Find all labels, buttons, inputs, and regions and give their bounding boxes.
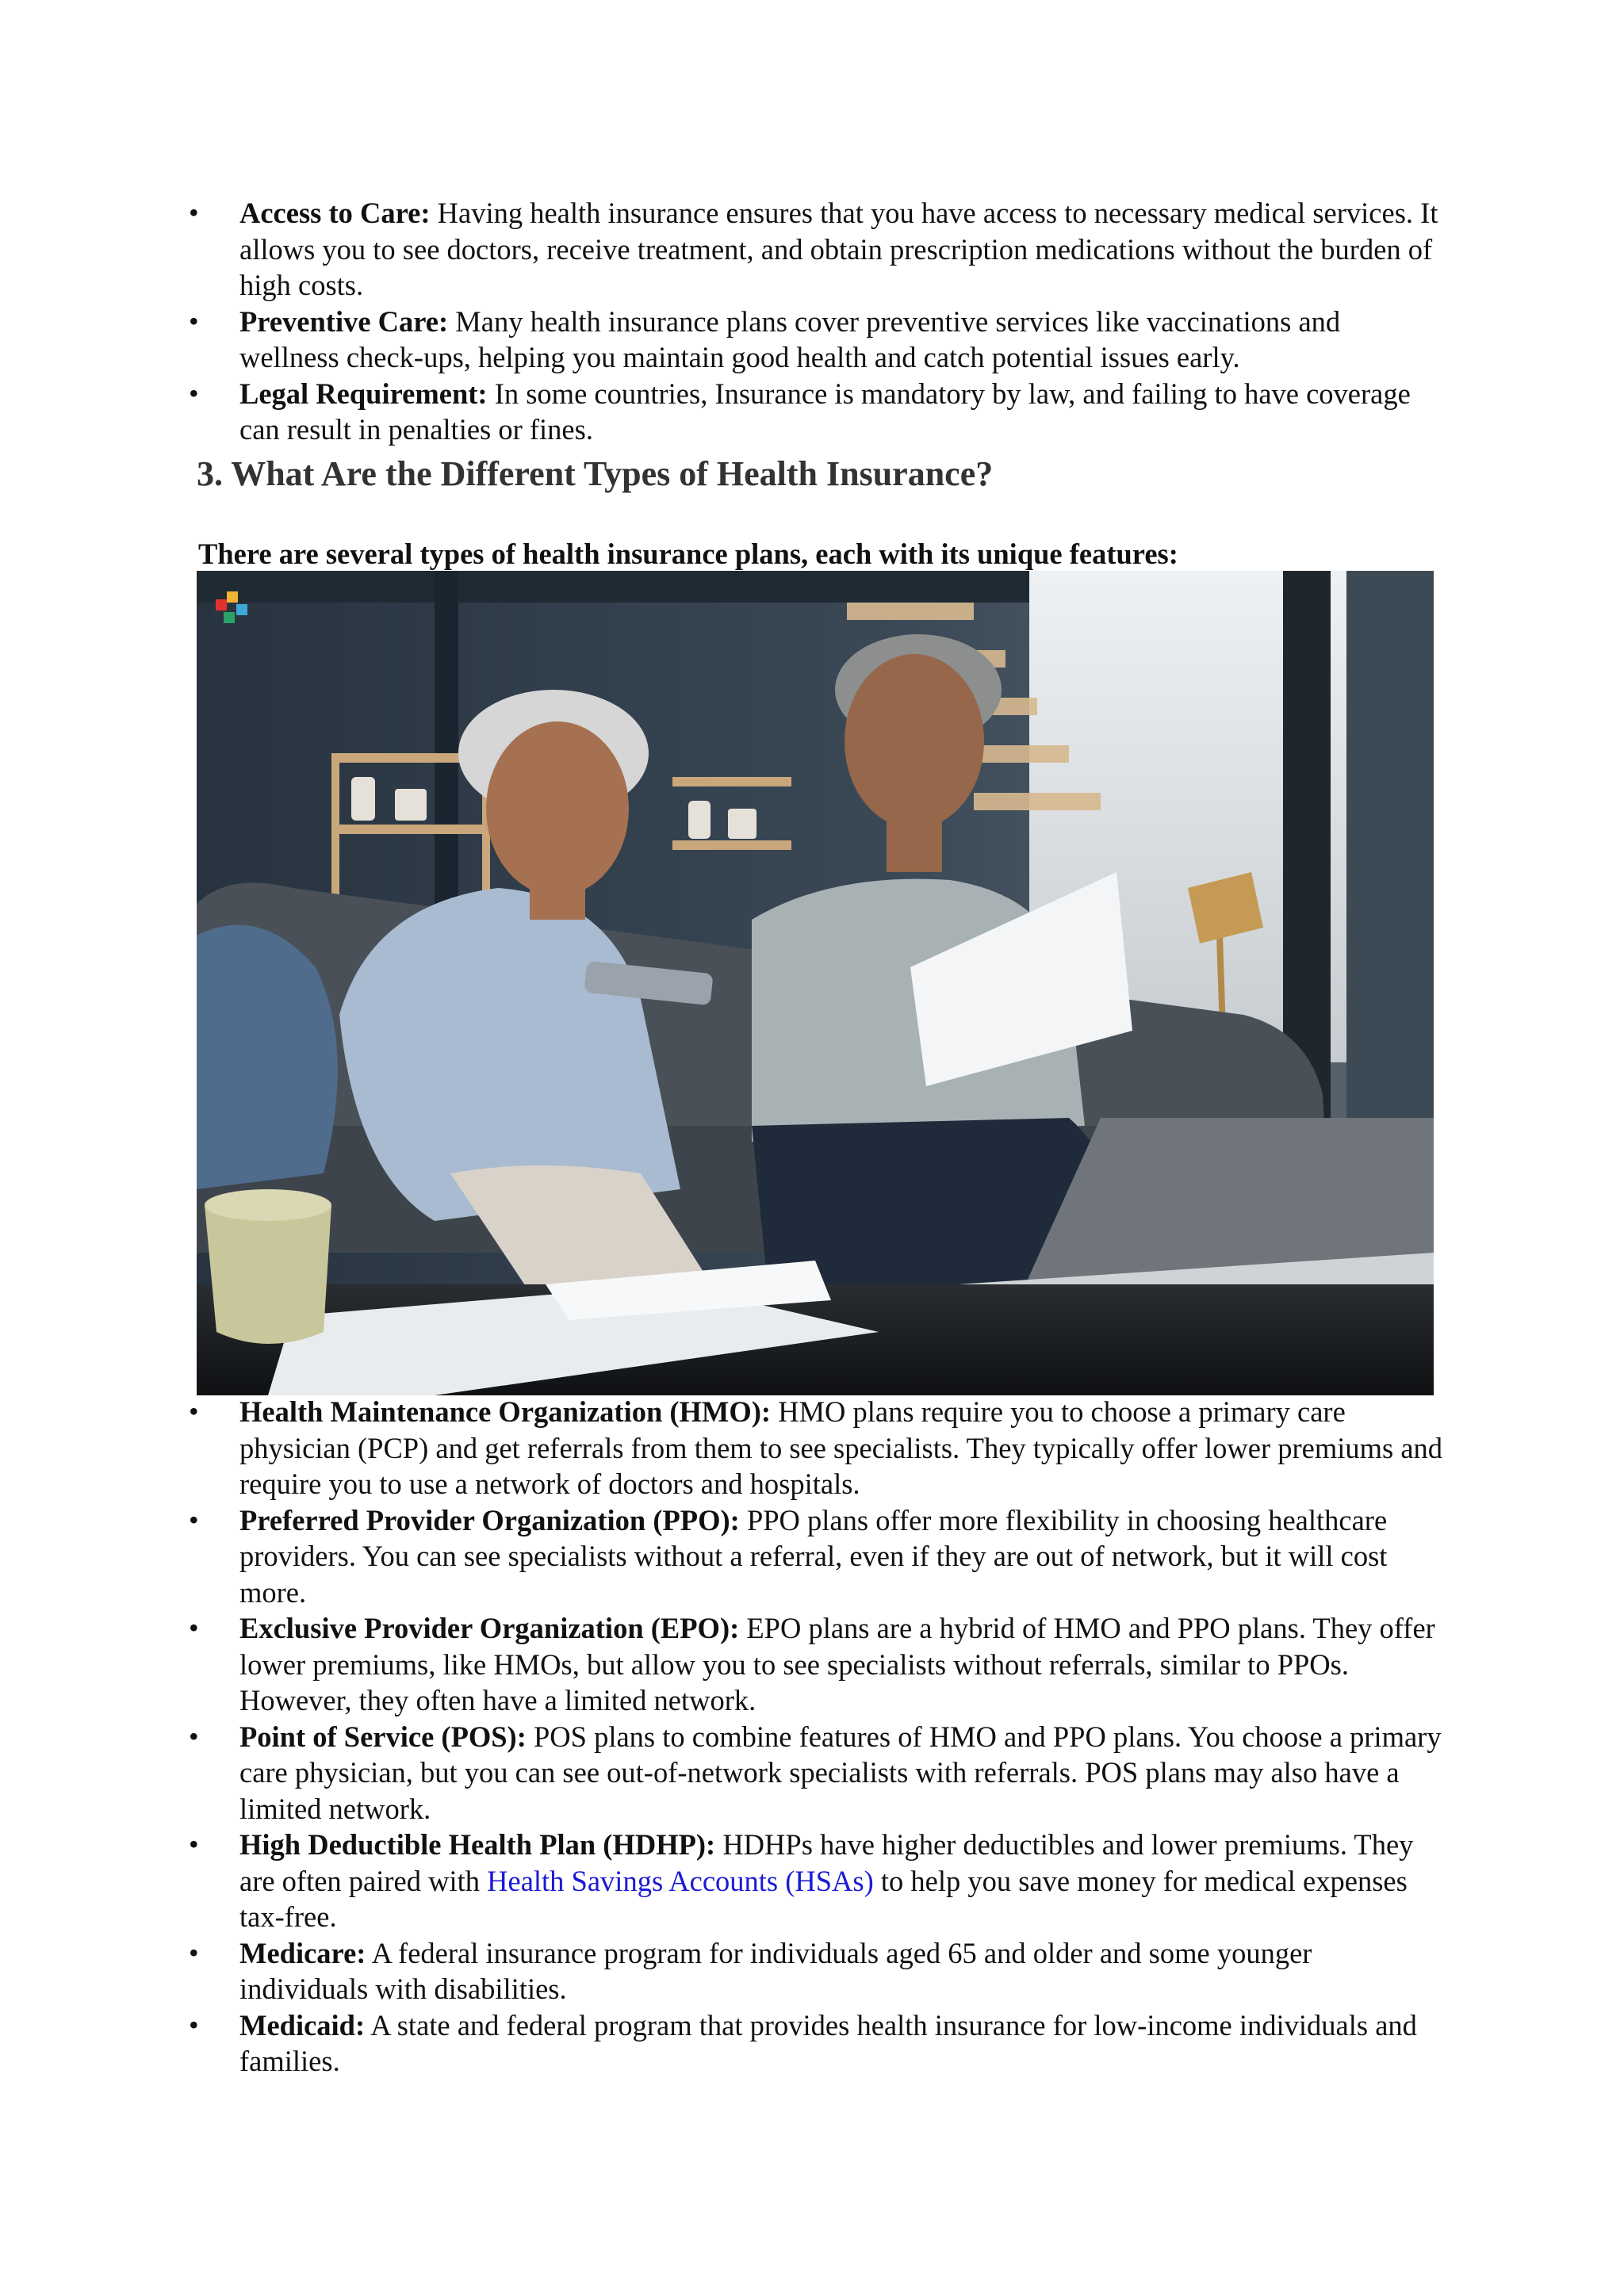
list-item-text: PPO plans offer more flexibility in choosing healthcare providers. You can see specialists without a referral, even if they are out of network, but it will cost more.	[239, 1503, 1388, 1609]
list-item	[0, 304, 1624, 376]
bullet-icon: •	[189, 197, 199, 228]
list-item-term: Legal Requirement:	[239, 377, 488, 410]
couple-photo	[197, 571, 1434, 1395]
bullet-icon: •	[189, 304, 199, 337]
list-item-text: EPO plans are a hybrid of HMO and PPO plans. They offer lower premiums, like HMOs, but allow you to see specialists without referrals, similar to PPOs. However, they often have a limited network.	[239, 1612, 1435, 1716]
list-item-text-after: to help you save money for medical expenses tax-free.	[239, 1864, 1408, 1933]
benefits-list	[0, 195, 1624, 448]
list-item	[0, 2007, 1624, 2080]
list-item-text: A state and federal program that provides health insurance for low-income individuals and families.	[239, 2008, 1417, 2077]
bullet-icon: •	[189, 1936, 199, 1969]
list-item-term: High Deductible Health Plan (HDHP):	[239, 1828, 716, 1861]
list-item-term: Point of Service (POS):	[239, 1720, 527, 1753]
list-item	[0, 1610, 1624, 1719]
list-item-text: POS plans to combine features of HMO and PPO plans. You choose a primary care physician, but you can see out-of-network specialists with referrals. POS plans may also have a limited network.	[239, 1720, 1442, 1825]
list-item	[0, 195, 1624, 304]
list-item-text: Many health insurance plans cover preventive services like vaccinations and wellness check-ups, helping you maintain good health and catch potential issues early.	[239, 304, 1341, 373]
bullet-icon: •	[189, 1612, 199, 1644]
list-item	[0, 1394, 1624, 1502]
list-item	[0, 376, 1624, 448]
bullet-icon: •	[189, 377, 199, 409]
list-item-term: Preventive Care:	[239, 304, 449, 338]
list-item-term: Access to Care:	[239, 197, 431, 229]
bullet-icon: •	[189, 1395, 199, 1427]
list-item-text: HMO plans require you to choose a primary care physician (PCP) and get referrals from them to see specialists. They typically offer lower premiums and require you to use a network of doctors and hospitals.	[239, 1395, 1443, 1500]
plan-types-list	[0, 1394, 1624, 2080]
bullet-icon: •	[189, 1720, 199, 1752]
hsa-link[interactable]: Health Savings Accounts (HSAs)	[487, 1864, 874, 1897]
list-item-text: A federal insurance program for individuals aged 65 and older and some younger individuals with disabilities.	[239, 1936, 1312, 2005]
list-item-term: Medicaid:	[239, 2008, 366, 2042]
bullet-icon: •	[189, 2008, 199, 2041]
section-heading: 3. What Are the Different Types of Health Insurance?	[197, 454, 994, 493]
section-intro: There are several types of health insurance plans, each with its unique features:	[198, 538, 1178, 570]
list-item-text: HDHPs have higher deductibles and lower premiums. They are often paired with	[239, 1828, 1414, 1897]
bullet-icon: •	[189, 1828, 199, 1860]
list-item	[0, 1502, 1624, 1611]
list-item	[0, 1827, 1624, 1935]
photo-illustration	[197, 571, 1434, 1395]
list-item-term: Medicare:	[239, 1936, 366, 1969]
list-item	[0, 1935, 1624, 2007]
list-item	[0, 1719, 1624, 1827]
bullet-icon: •	[189, 1503, 199, 1536]
brand-logo-icon	[213, 588, 251, 626]
list-item-text: Having health insurance ensures that you have access to necessary medical services. It allows you to see doctors, receive treatment, and obtain prescription medications without the burden of high costs.	[239, 197, 1438, 301]
list-item-text: In some countries, Insurance is mandatory by law, and failing to have coverage can result in penalties or fines.	[239, 377, 1411, 446]
list-item-term: Preferred Provider Organization (PPO):	[239, 1503, 740, 1536]
list-item-term: Health Maintenance Organization (HMO):	[239, 1395, 772, 1428]
list-item-term: Exclusive Provider Organization (EPO):	[239, 1612, 740, 1644]
